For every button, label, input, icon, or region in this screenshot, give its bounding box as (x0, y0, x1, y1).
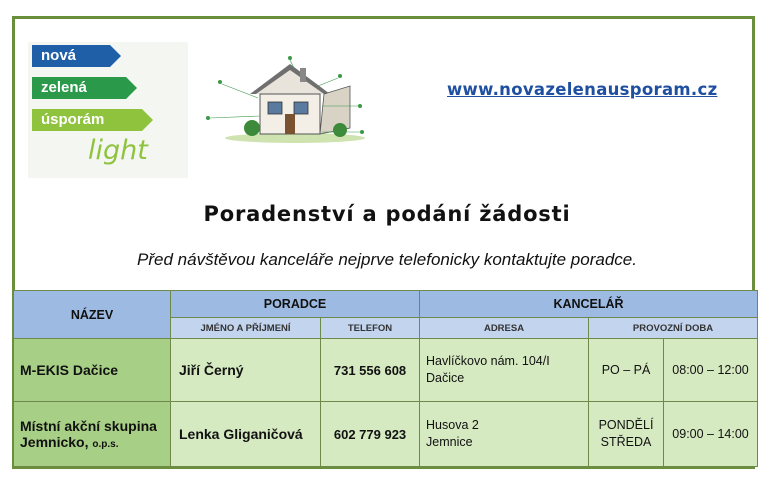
header-advisor-name: JMÉNO A PŘÍJMENÍ (171, 318, 321, 339)
address-city: Dačice (426, 371, 465, 385)
address-line: Husova 2 (426, 418, 479, 432)
table-header-row (14, 291, 758, 318)
header-hours: PROVOZNÍ DOBA (589, 318, 758, 339)
office-address (420, 402, 589, 467)
page-subtitle: Před návštěvou kanceláře nejprve telefonicky kontaktujte poradce. (137, 250, 637, 269)
office-name (14, 402, 171, 467)
office-address (420, 339, 589, 402)
house-illustration (190, 46, 400, 146)
office-name: M-EKIS Dačice (14, 339, 171, 402)
website-link[interactable]: www.novazelenausporam.cz (447, 80, 718, 99)
advisor-phone[interactable]: 602 779 923 (321, 402, 420, 467)
header-office: KANCELÁŘ (420, 291, 758, 318)
days-line: STŘEDA (600, 435, 652, 449)
office-days (589, 339, 664, 402)
header-advisor: PORADCE (171, 291, 420, 318)
address-city: Jemnice (426, 435, 473, 449)
office-name-suffix: o.p.s. (92, 439, 119, 450)
table-row (14, 402, 758, 467)
office-time: 09:00 – 14:00 (664, 402, 758, 467)
advisor-name: Jiří Černý (171, 339, 321, 402)
days-line: PONDĚLÍ (598, 418, 654, 432)
office-name-main: Jemnicko, (20, 434, 89, 450)
logo-arrow-nova: nová (32, 45, 110, 67)
header-name: NÁZEV (14, 291, 171, 339)
header-phone: TELEFON (321, 318, 420, 339)
advisor-name: Lenka Gliganičová (171, 402, 321, 467)
office-name-line2 (20, 434, 170, 450)
logo-arrow-usporam: úsporám (32, 109, 142, 131)
office-days (589, 402, 664, 467)
table-row (14, 339, 758, 402)
header-address: ADRESA (420, 318, 589, 339)
page-title: Poradenství a podání žádosti (203, 202, 571, 226)
days-line: PO – PÁ (601, 362, 651, 377)
logo-light-text: light (88, 135, 148, 166)
advisor-phone[interactable]: 731 556 608 (321, 339, 420, 402)
address-line: Havlíčkovo nám. 104/I (426, 354, 550, 368)
office-name-line1: Místní akční skupina (20, 418, 157, 434)
office-time: 08:00 – 12:00 (664, 339, 758, 402)
logo-arrow-zelena: zelená (32, 77, 126, 99)
contacts-table (13, 290, 758, 467)
